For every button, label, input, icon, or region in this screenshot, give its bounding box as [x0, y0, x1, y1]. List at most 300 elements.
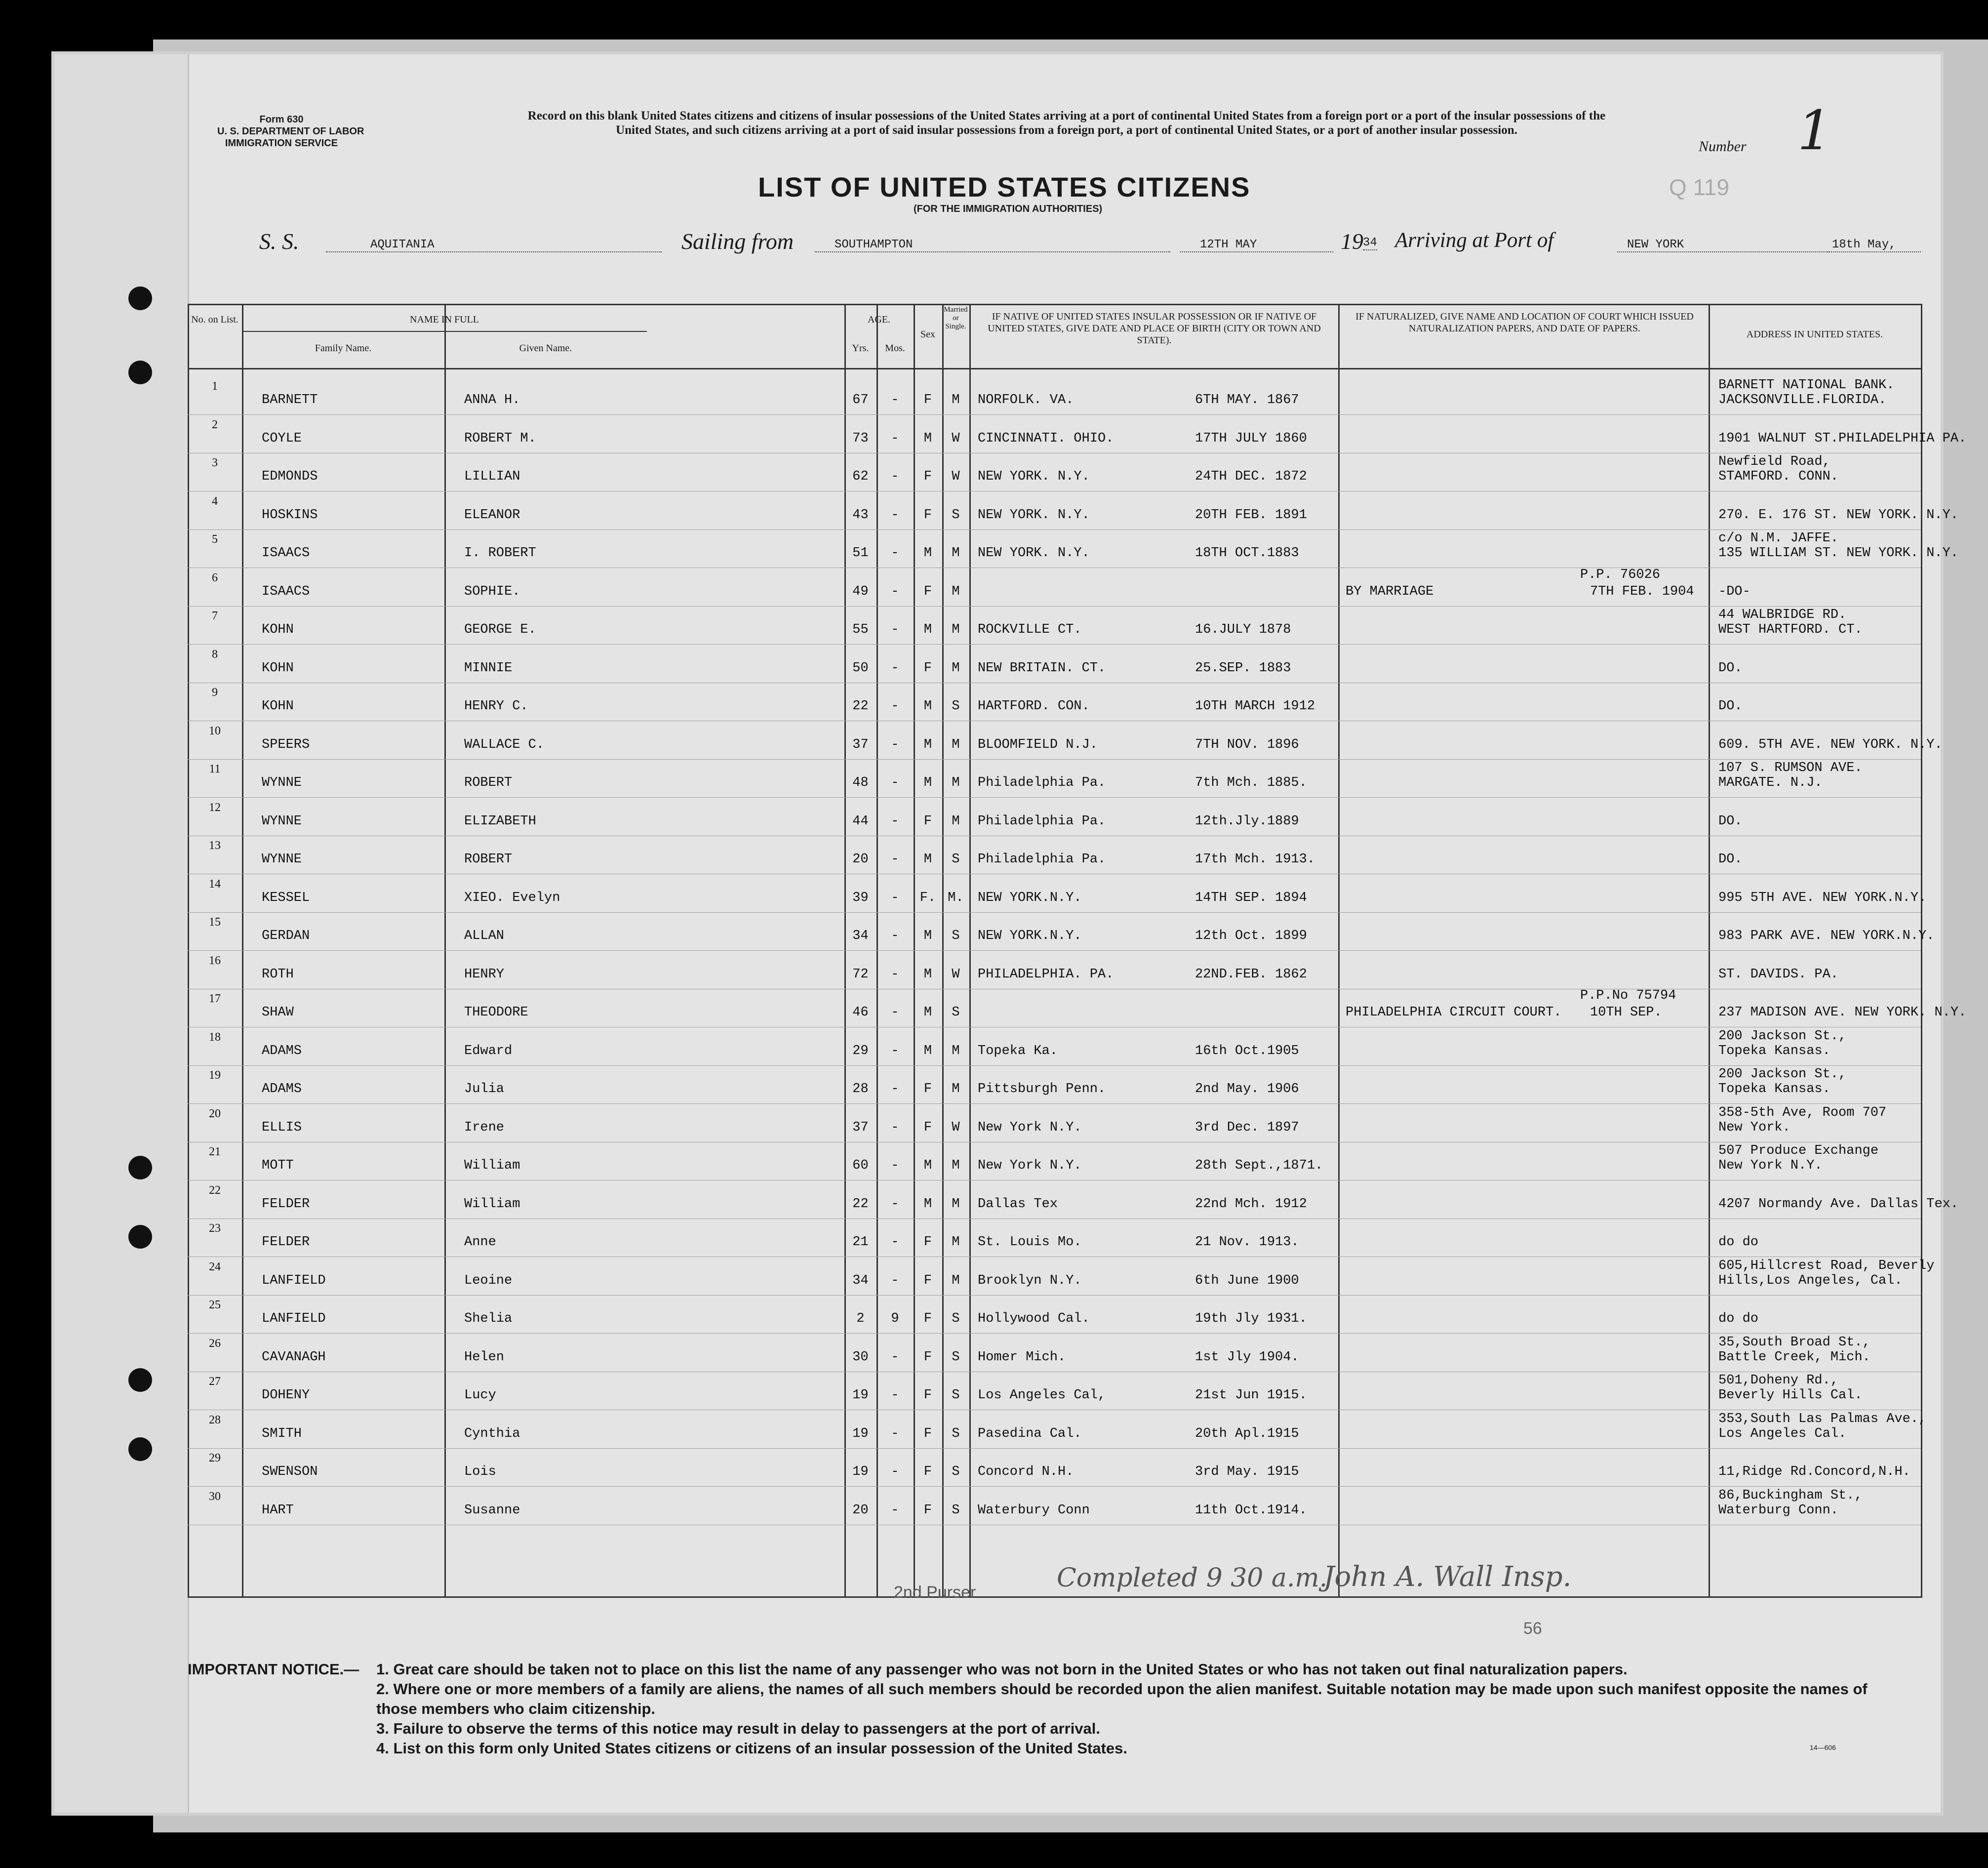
- cell-mos: -: [891, 1005, 899, 1020]
- cell-given: Leoine: [464, 1273, 513, 1288]
- cell-place: PHILADELPHIA. PA.: [978, 967, 1114, 982]
- cell-date: 18TH OCT.1883: [1195, 546, 1299, 561]
- cell-addr: 44 WALBRIDGE RD.: [1718, 608, 1847, 622]
- cell-mos: -: [891, 469, 899, 484]
- cell-given: Lois: [464, 1464, 496, 1479]
- punch-hole: [128, 1225, 152, 1249]
- cell-given: LILLIAN: [464, 469, 520, 484]
- cell-mos: -: [891, 1196, 899, 1212]
- cell-addr: DO.: [1718, 660, 1743, 676]
- cell-given: Lucy: [464, 1388, 496, 1403]
- page-subtitle: (FOR THE IMMIGRATION AUTHORITIES): [914, 203, 1103, 214]
- cell-addr: 995 5TH AVE. NEW YORK.N.Y.: [1718, 890, 1927, 905]
- cell-sex: F.: [919, 890, 936, 905]
- cell-addr: New York.: [1718, 1120, 1790, 1135]
- cell-sex: F: [923, 1503, 932, 1518]
- cell-given: ELIZABETH: [464, 813, 536, 829]
- cell-mos: -: [891, 622, 899, 637]
- cell-yrs: 20: [852, 1503, 869, 1518]
- cell-mos: -: [891, 431, 899, 446]
- cell-no: 28: [209, 1413, 221, 1426]
- cell-date: 12th.Jly.1889: [1195, 813, 1299, 829]
- cell-addr: -DO-: [1718, 584, 1750, 599]
- cell-ms: S: [952, 1388, 960, 1403]
- cell-family: EDMONDS: [262, 469, 318, 484]
- punch-hole: [128, 286, 152, 310]
- row-rule: [188, 797, 1921, 798]
- cell-addr: DO.: [1718, 813, 1743, 829]
- cell-sex: F: [923, 813, 932, 829]
- cell-nat: BY MARRIAGE: [1346, 584, 1434, 599]
- cell-addr: STAMFORD. CONN.: [1718, 469, 1839, 484]
- cell-family: ADAMS: [262, 1082, 302, 1096]
- cell-sex: M: [923, 967, 932, 982]
- cell-ms: M: [952, 660, 960, 676]
- cell-no: 17: [209, 992, 221, 1005]
- sailing-port: SOUTHAMPTON: [815, 238, 1170, 252]
- cell-date: 19th Jly 1931.: [1195, 1311, 1307, 1326]
- cell-place: Los Angeles Cal,: [978, 1388, 1106, 1403]
- cell-place: NEW YORK.N.Y.: [978, 929, 1082, 943]
- cell-addr: DO.: [1718, 699, 1743, 714]
- cell-date: 21 Nov. 1913.: [1195, 1235, 1299, 1250]
- cell-sex: M: [923, 699, 932, 714]
- cell-sex: M: [923, 1005, 932, 1020]
- cell-ms: M.: [948, 890, 964, 905]
- cell-sex: F: [923, 1120, 932, 1135]
- cell-yrs: 55: [852, 622, 869, 637]
- cell-place: Philadelphia Pa.: [978, 852, 1106, 867]
- cell-family: COYLE: [262, 431, 302, 446]
- cell-ms: M: [952, 813, 960, 829]
- cell-no: 19: [209, 1069, 221, 1082]
- cell-yrs: 34: [852, 1273, 869, 1288]
- row-rule: [188, 606, 1921, 607]
- cell-addr: 237 MADISON AVE. NEW YORK. N.Y.: [1718, 1005, 1967, 1020]
- cell-yrs: 50: [852, 660, 869, 676]
- service-text: IMMIGRATION SERVICE: [225, 138, 338, 149]
- cell-yrs: 62: [852, 469, 869, 484]
- arriving-date: 18th May,: [1827, 238, 1921, 252]
- cell-date: 28th Sept.,1871.: [1195, 1158, 1323, 1173]
- sailing-year-prefix: 19: [1341, 229, 1363, 254]
- cell-given: SOPHIE.: [464, 584, 520, 599]
- cell-sex: M: [923, 737, 932, 752]
- col-married: Married or Single.: [944, 306, 968, 330]
- cell-sex: M: [923, 775, 932, 790]
- cell-family: FELDER: [262, 1235, 310, 1250]
- cell-no: 25: [209, 1299, 221, 1311]
- cell-nat-date: 10TH SEP.: [1590, 1005, 1662, 1020]
- cell-given: ROBERT: [464, 852, 513, 867]
- cell-addr: Newfield Road,: [1718, 454, 1830, 469]
- cell-ms: W: [952, 431, 960, 446]
- cell-ms: S: [952, 1005, 960, 1020]
- cell-ms: M: [952, 1043, 960, 1058]
- cell-addr: 35,South Broad St.,: [1718, 1335, 1870, 1350]
- cell-place: Hollywood Cal.: [978, 1311, 1090, 1326]
- cell-family: BARNETT: [262, 393, 318, 407]
- sailing-year: 34: [1363, 236, 1377, 249]
- inspector-signature: John A. Wall Insp.: [1323, 1561, 1572, 1593]
- row-rule: [188, 644, 1921, 645]
- cell-date: 20TH FEB. 1891: [1195, 507, 1307, 523]
- cell-ms: M: [952, 584, 960, 599]
- punch-hole: [128, 1156, 152, 1179]
- cell-place: NEW YORK. N.Y.: [978, 546, 1090, 561]
- notice-item: 3. Failure to observe the terms of this notice may result in delay to passengers at the port of arrival.: [376, 1720, 1101, 1737]
- cell-date: 22ND.FEB. 1862: [1195, 967, 1307, 982]
- cell-addr: 107 S. RUMSON AVE.: [1718, 761, 1863, 775]
- cell-date: 16th Oct.1905: [1195, 1043, 1299, 1058]
- cell-yrs: 72: [852, 967, 869, 982]
- cell-mos: -: [891, 1082, 899, 1096]
- cell-family: SPEERS: [262, 737, 310, 752]
- cell-mos: -: [891, 1120, 899, 1135]
- cell-date: 6th June 1900: [1195, 1273, 1299, 1288]
- cell-mos: -: [891, 1235, 899, 1250]
- cell-addr: 609. 5TH AVE. NEW YORK. N.Y.: [1718, 737, 1943, 752]
- cell-yrs: 22: [852, 699, 869, 714]
- cell-yrs: 46: [852, 1005, 869, 1020]
- punch-hole: [128, 1437, 152, 1461]
- cell-sex: M: [923, 546, 932, 561]
- cell-family: HOSKINS: [262, 507, 318, 523]
- cell-addr: 200 Jackson St.,: [1718, 1067, 1847, 1082]
- cell-addr: c/o N.M. JAFFE.: [1718, 531, 1839, 546]
- cell-place: NEW YORK. N.Y.: [978, 469, 1090, 484]
- cell-ms: S: [952, 852, 960, 867]
- cell-date: 21st Jun 1915.: [1195, 1388, 1307, 1403]
- cell-ms: M: [952, 546, 960, 561]
- cell-addr: MARGATE. N.J.: [1718, 775, 1823, 790]
- cell-no: 24: [209, 1260, 221, 1273]
- cell-mos: -: [891, 929, 899, 943]
- row-rule: [188, 1448, 1921, 1449]
- cell-addr: 605,Hillcrest Road, Beverly: [1718, 1258, 1935, 1273]
- cell-place: BLOOMFIELD N.J.: [978, 737, 1098, 752]
- cell-place: Topeka Ka.: [978, 1043, 1058, 1058]
- cell-date: 24TH DEC. 1872: [1195, 469, 1307, 484]
- page-title: LIST OF UNITED STATES CITIZENS: [758, 171, 1251, 203]
- cell-nat-papers: P.P. 76026: [1580, 567, 1661, 582]
- completed-note: Completed 9 30 a.m.: [1057, 1563, 1328, 1593]
- cell-place: NORFOLK. VA.: [978, 393, 1074, 407]
- cell-date: 17TH JULY 1860: [1195, 431, 1307, 446]
- form-no-text: Form 630: [259, 114, 304, 125]
- cell-addr: Hills,Los Angeles, Cal.: [1718, 1273, 1903, 1288]
- cell-addr: Beverly Hills Cal.: [1718, 1388, 1863, 1403]
- cell-sex: F: [923, 469, 932, 484]
- cell-sex: F: [923, 1426, 932, 1441]
- col-family-name: Family Name.: [315, 343, 372, 354]
- cell-mos: -: [891, 699, 899, 714]
- cell-ms: W: [952, 469, 960, 484]
- cell-addr: New York N.Y.: [1718, 1158, 1823, 1173]
- cell-sex: M: [923, 1196, 932, 1212]
- cell-family: MOTT: [262, 1158, 294, 1173]
- cell-no: 27: [209, 1375, 221, 1388]
- cell-ms: M: [952, 737, 960, 752]
- cell-mos: -: [891, 1388, 899, 1403]
- cell-addr: DO.: [1718, 852, 1743, 867]
- cell-mos: -: [891, 852, 899, 867]
- cell-addr: do do: [1718, 1311, 1759, 1326]
- cell-no: 23: [209, 1222, 221, 1235]
- cell-yrs: 37: [852, 737, 869, 752]
- cell-no: 11: [209, 763, 221, 775]
- cell-yrs: 28: [852, 1082, 869, 1096]
- cell-no: 14: [209, 877, 221, 891]
- cell-no: 1: [212, 380, 218, 393]
- cell-date: 22nd Mch. 1912: [1195, 1196, 1307, 1212]
- cell-date: 1st Jly 1904.: [1195, 1349, 1299, 1365]
- cell-addr: 270. E. 176 ST. NEW YORK. N.Y.: [1718, 507, 1959, 523]
- cell-no: 13: [209, 839, 221, 852]
- cell-family: SHAW: [262, 1005, 294, 1020]
- cell-mos: -: [891, 1158, 899, 1173]
- cell-family: LANFIELD: [262, 1273, 326, 1288]
- col-age: AGE.: [867, 314, 891, 325]
- cell-family: FELDER: [262, 1196, 310, 1212]
- cell-date: 6TH MAY. 1867: [1195, 393, 1299, 407]
- punch-hole: [128, 361, 152, 384]
- cell-given: Helen: [464, 1349, 505, 1365]
- cell-date: 10TH MARCH 1912: [1195, 699, 1315, 714]
- cell-mos: -: [891, 1464, 899, 1479]
- cell-place: Homer Mich.: [978, 1349, 1066, 1365]
- cell-addr: Topeka Kansas.: [1718, 1082, 1830, 1096]
- cell-sex: M: [923, 1158, 932, 1173]
- cell-given: XIEO. Evelyn: [464, 890, 560, 905]
- cell-date: 7TH NOV. 1896: [1195, 737, 1299, 752]
- cell-mos: -: [891, 967, 899, 982]
- cell-no: 18: [209, 1030, 221, 1044]
- cell-sex: M: [923, 1043, 932, 1058]
- cell-family: GERDAN: [262, 929, 310, 943]
- cell-family: WYNNE: [262, 775, 302, 790]
- cell-no: 6: [212, 571, 218, 584]
- cell-addr: 983 PARK AVE. NEW YORK.N.Y.: [1718, 929, 1935, 943]
- cell-mos: -: [891, 660, 899, 676]
- cell-mos: 9: [891, 1311, 899, 1326]
- cell-date: 2nd May. 1906: [1195, 1082, 1299, 1096]
- row-rule: [188, 529, 1921, 530]
- sailing-date: 12TH MAY: [1180, 238, 1333, 252]
- cell-given: WALLACE C.: [464, 737, 545, 752]
- cell-family: ISAACS: [262, 546, 310, 561]
- number-label: Number: [1699, 138, 1747, 155]
- cell-no: 4: [212, 494, 218, 508]
- cell-yrs: 30: [852, 1349, 869, 1365]
- cell-given: ANNA H.: [464, 393, 520, 407]
- row-rule: [188, 1218, 1921, 1219]
- cell-given: Susanne: [464, 1503, 520, 1518]
- cell-mos: -: [891, 1426, 899, 1441]
- cell-given: Edward: [464, 1043, 513, 1058]
- cell-ms: S: [952, 1426, 960, 1441]
- cell-no: 21: [209, 1145, 221, 1158]
- cell-place: Philadelphia Pa.: [978, 775, 1106, 790]
- cell-addr: Battle Creek, Mich.: [1718, 1349, 1870, 1365]
- cell-given: THEODORE: [464, 1005, 528, 1020]
- cell-place: Concord N.H.: [978, 1464, 1074, 1479]
- cell-ms: W: [952, 1120, 960, 1135]
- cell-no: 20: [209, 1107, 221, 1120]
- row-rule: [188, 1103, 1921, 1104]
- row-rule: [188, 950, 1921, 951]
- cell-mos: -: [891, 1349, 899, 1365]
- col-given-name: Given Name.: [519, 343, 572, 354]
- passenger-table: [188, 304, 1967, 1598]
- cell-yrs: 51: [852, 546, 869, 561]
- cell-place: Brooklyn N.Y.: [978, 1273, 1082, 1288]
- cell-family: CAVANAGH: [262, 1349, 326, 1365]
- cell-place: HARTFORD. CON.: [978, 699, 1090, 714]
- cell-place: St. Louis Mo.: [978, 1235, 1082, 1250]
- col-yrs: Yrs.: [852, 343, 869, 354]
- cell-ms: M: [952, 393, 960, 407]
- cell-yrs: 19: [852, 1388, 869, 1403]
- cell-yrs: 29: [852, 1043, 869, 1058]
- cell-addr: JACKSONVILLE.FLORIDA.: [1718, 393, 1887, 407]
- cell-yrs: 43: [852, 507, 869, 523]
- corner-stamp: Q 119: [1669, 174, 1729, 200]
- cell-given: William: [464, 1158, 520, 1173]
- cell-ms: S: [952, 1349, 960, 1365]
- cell-nat: PHILADELPHIA CIRCUIT COURT.: [1346, 1005, 1562, 1020]
- cell-family: ISAACS: [262, 584, 310, 599]
- cell-given: Irene: [464, 1120, 505, 1135]
- cell-addr: 4207 Normandy Ave. Dallas Tex.: [1718, 1196, 1959, 1212]
- department-text: U. S. DEPARTMENT OF LABOR: [217, 126, 364, 137]
- cell-addr: 1901 WALNUT ST.PHILADELPHIA PA.: [1718, 431, 1967, 446]
- cell-given: MINNIE: [464, 660, 513, 676]
- cell-ms: M: [952, 1196, 960, 1212]
- cell-place: New York N.Y.: [978, 1120, 1082, 1135]
- cell-addr: 11,Ridge Rd.Concord,N.H.: [1718, 1464, 1910, 1479]
- cell-nat-date: 7TH FEB. 1904: [1590, 584, 1694, 599]
- cell-sex: M: [923, 852, 932, 867]
- cell-addr: Topeka Kansas.: [1718, 1043, 1830, 1058]
- cell-place: NEW YORK.N.Y.: [978, 890, 1082, 905]
- notice-item: 2. Where one or more members of a family are aliens, the names of all such members should be recorded upon the alien manifest. Suitable notation may be made upon such manifest opposite the names of those members who claim citizenship.: [376, 1680, 1868, 1717]
- cell-sex: F: [923, 507, 932, 523]
- row-rule: [188, 1486, 1921, 1487]
- cell-given: ALLAN: [464, 929, 505, 943]
- cell-mos: -: [891, 813, 899, 829]
- cell-given: Shelia: [464, 1311, 513, 1326]
- cell-addr: do do: [1718, 1235, 1759, 1250]
- cell-mos: -: [891, 1043, 899, 1058]
- cell-place: NEW YORK. N.Y.: [978, 507, 1090, 523]
- cell-addr: ST. DAVIDS. PA.: [1718, 967, 1839, 982]
- purser-signature: 2nd Purser: [894, 1583, 976, 1602]
- cell-sex: F: [923, 1388, 932, 1403]
- cell-date: 7th Mch. 1885.: [1195, 775, 1307, 790]
- row-rule: [188, 912, 1921, 913]
- row-rule: [188, 759, 1921, 760]
- cell-yrs: 19: [852, 1426, 869, 1441]
- cell-family: SWENSON: [262, 1464, 318, 1479]
- cell-no: 3: [212, 456, 218, 469]
- page-number: 56: [1523, 1619, 1542, 1638]
- cell-addr: 358-5th Ave, Room 707: [1718, 1105, 1887, 1120]
- cell-ms: W: [952, 967, 960, 982]
- cell-ms: S: [952, 507, 960, 523]
- cell-no: 7: [212, 609, 218, 622]
- cell-given: ELEANOR: [464, 507, 520, 523]
- cell-given: GEORGE E.: [464, 622, 536, 637]
- cell-family: DOHENY: [262, 1388, 310, 1403]
- cell-given: I. ROBERT: [464, 546, 536, 561]
- cell-yrs: 44: [852, 813, 869, 829]
- col-birth: IF NATIVE OF UNITED STATES INSULAR POSSESSION OR IF NATIVE OF UNITED STATES, GIVE DATE AND PLACE OF BIRTH (CITY OR TOWN AND STATE).: [988, 311, 1321, 346]
- cell-sex: F: [923, 1235, 932, 1250]
- form-instructions: Record on this blank United States citizens and citizens of insular possessions of the United States arriving at a port of continental United States from a foreign port or a port of the insular possessions of the United States, and such citizens arriving at a port of said insular possessions from a foreign port, a port of continental United States, or a port of another insular possession.: [527, 109, 1606, 137]
- cell-date: 11th Oct.1914.: [1195, 1503, 1307, 1518]
- cell-family: KESSEL: [262, 890, 310, 905]
- cell-sex: F: [923, 660, 932, 676]
- cell-place: New York N.Y.: [978, 1158, 1082, 1173]
- cell-family: LANFIELD: [262, 1311, 326, 1326]
- cell-addr: 353,South Las Palmas Ave.,: [1718, 1411, 1927, 1426]
- bottom-code: 14—606: [1810, 1744, 1836, 1751]
- cell-nat-papers: P.P.No 75794: [1580, 988, 1676, 1003]
- cell-given: HENRY C.: [464, 699, 528, 714]
- col-sex: Sex: [920, 329, 935, 340]
- cell-sex: F: [923, 584, 932, 599]
- cell-yrs: 49: [852, 584, 869, 599]
- cell-no: 30: [209, 1490, 221, 1503]
- cell-ms: S: [952, 1503, 960, 1518]
- cell-ms: S: [952, 929, 960, 943]
- cell-ms: M: [952, 1273, 960, 1288]
- cell-addr: Los Angeles Cal.: [1718, 1426, 1847, 1441]
- cell-family: ELLIS: [262, 1120, 302, 1135]
- cell-given: HENRY: [464, 967, 505, 982]
- cell-family: HART: [262, 1503, 294, 1518]
- cell-place: Waterbury Conn: [978, 1503, 1090, 1518]
- cell-sex: M: [923, 622, 932, 637]
- cell-given: ROBERT M.: [464, 431, 536, 446]
- cell-sex: F: [923, 1082, 932, 1096]
- cell-family: KOHN: [262, 699, 294, 714]
- cell-place: CINCINNATI. OHIO.: [978, 431, 1114, 446]
- cell-mos: -: [891, 507, 899, 523]
- cell-yrs: 22: [852, 1196, 869, 1212]
- cell-family: WYNNE: [262, 852, 302, 867]
- cell-sex: F: [923, 1464, 932, 1479]
- row-rule: [188, 1333, 1921, 1334]
- cell-date: 14TH SEP. 1894: [1195, 890, 1307, 905]
- cell-no: 10: [209, 724, 221, 737]
- col-mos: Mos.: [885, 343, 905, 354]
- cell-yrs: 37: [852, 1120, 869, 1135]
- cell-ms: M: [952, 1082, 960, 1096]
- cell-given: Julia: [464, 1082, 505, 1096]
- cell-no: 22: [209, 1183, 221, 1197]
- cell-date: 17th Mch. 1913.: [1195, 852, 1315, 867]
- cell-ms: S: [952, 1464, 960, 1479]
- cell-ms: M: [952, 1235, 960, 1250]
- cell-no: 26: [209, 1337, 221, 1350]
- cell-yrs: 20: [852, 852, 869, 867]
- cell-no: 29: [209, 1452, 221, 1464]
- cell-ms: S: [952, 1311, 960, 1326]
- sailing-label: Sailing from: [681, 229, 794, 254]
- col-naturalized: IF NATURALIZED, GIVE NAME AND LOCATION OF COURT WHICH ISSUED NATURALIZATION PAPERS, AND DATE OF PAPERS.: [1355, 311, 1694, 334]
